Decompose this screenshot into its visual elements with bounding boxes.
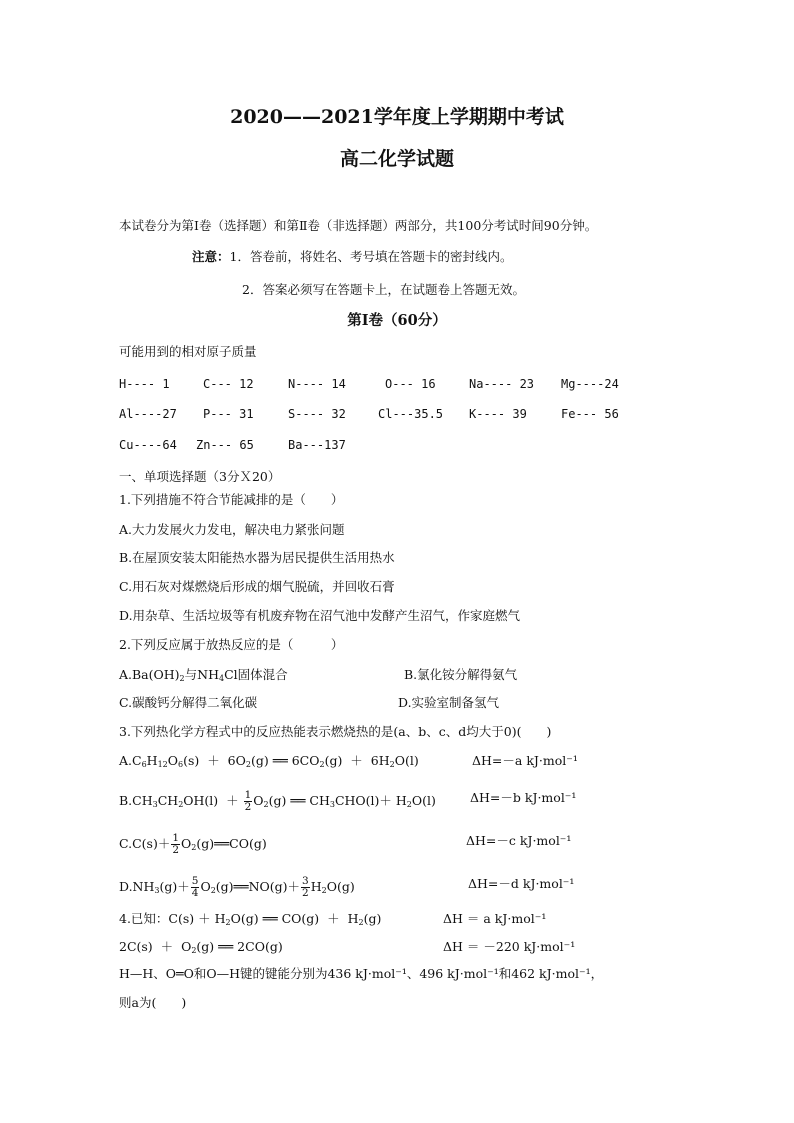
atomic-mass-item: N---- 14 — [288, 377, 346, 391]
question-1-option-b: B.在屋顶安装太阳能热水器为居民提供生活用热水 — [119, 550, 395, 565]
question-4-line-4: 则a为( ) — [119, 995, 187, 1010]
question-4-line-2: $2C(s) + O_2(g)$ ══ 2CO(g) — [119, 939, 283, 955]
atomic-mass-item: Cl---35.5 — [378, 407, 444, 421]
question-3-option-b: $B.CH_3CH_2OH(l)$ ＋ $\frac{1}{2}$ $O_2(g)$ ══ $CH_3CHO(l)+ H_2O(l)$ — [119, 789, 436, 813]
atomic-mass-item: S---- 32 — [288, 407, 346, 421]
question-3-dh-d: ΔH=－d kJ·mol⁻¹ — [468, 876, 575, 891]
atomic-mass-item: O--- 16 — [385, 377, 436, 391]
question-3-dh-b: ΔH=－b kJ·mol⁻¹ — [470, 790, 577, 805]
question-3-option-a: $A.C_6H_{12}O_6(s) + 6O_2(g)$ ══ $6CO_2(g) + 6H_2O(l)$ — [119, 753, 419, 769]
question-4-line-3: H—H、O═O和O—H键的键能分别为436 kJ·mol⁻¹、496 kJ·mol⁻¹和462 kJ·mol⁻¹， — [119, 966, 604, 981]
intro-text: 本试卷分为第Ⅰ卷（选择题）和第Ⅱ卷（非选择题）两部分，共100分考试时间90分钟。 — [119, 218, 598, 233]
question-3-option-c: C.C(s)＋ $\frac{1}{2}$ $O_2(g)══CO(g)$ — [119, 832, 267, 856]
atomic-mass-item: Fe--- 56 — [561, 407, 619, 421]
question-1-option-c: C.用石灰对煤燃烧后形成的烟气脱硫，并回收石膏 — [119, 579, 395, 594]
question-2-option-c: C.碳酸钙分解得二氧化碳 — [119, 695, 258, 710]
question-2-option-a: $A.Ba(OH)_2$与$NH_4Cl$固体混合 — [119, 667, 288, 683]
question-3-dh-a: ΔH=－a kJ·mol⁻¹ — [472, 753, 578, 768]
question-1-stem: 1.下列措施不符合节能减排的是（ ） — [119, 492, 344, 507]
atomic-mass-item: C--- 12 — [203, 377, 254, 391]
atomic-mass-item: Al----27 — [119, 407, 177, 421]
question-4-line-1: 4.已知：$C(s) + H_2O(g)$ ══ $CO(g) + H_2(g)$ — [119, 911, 382, 927]
notes-item-2: 2．答案必须写在答题卡上，在试题卷上答题无效。 — [242, 282, 525, 297]
notes-item-1: 1．答卷前，将姓名、考号填在答题卡的密封线内。 — [229, 249, 513, 264]
atomic-mass-item: Mg----24 — [561, 377, 619, 391]
question-2-option-d: D.实验室制备氢气 — [398, 695, 500, 710]
section-title: 第Ⅰ卷（60分） — [347, 312, 447, 329]
notes-line-1 — [192, 249, 512, 265]
atomic-mass-item: Na---- 23 — [469, 377, 535, 391]
question-2-option-b: B.氯化铵分解得氨气 — [404, 667, 518, 682]
question-4-dh-2: ΔH ＝ －220 kJ·mol⁻¹ — [443, 939, 576, 954]
question-3-dh-c: ΔH=－c kJ·mol⁻¹ — [466, 833, 572, 848]
atomic-mass-item: H---- 1 — [119, 377, 170, 391]
atomic-mass-item: Ba---137 — [288, 438, 346, 452]
question-3-stem: 3.下列热化学方程式中的反应热能表示燃烧热的是(a、b、c、d均大于0)( ) — [119, 724, 552, 739]
exam-title: 2020——2021学年度上学期期中考试 — [230, 106, 564, 128]
atomic-mass-item: Cu----64 — [119, 438, 177, 452]
question-3-option-d: $D.NH_3(g)+$ $\frac{5}{4}$ $O_2(g)══NO(g)+$ $\frac{3}{2}$ $H_2O(g)$ — [119, 875, 355, 899]
part-heading: 一、单项选择题（3分Ｘ20） — [119, 469, 281, 484]
atomic-mass-item: P--- 31 — [203, 407, 254, 421]
question-2-stem: 2.下列反应属于放热反应的是（ ） — [119, 637, 344, 652]
atomic-mass-title: 可能用到的相对原子质量 — [119, 344, 257, 359]
atomic-mass-item: K---- 39 — [469, 407, 527, 421]
notes-label: 注意： — [192, 249, 230, 264]
question-1-option-d: D.用杂草、生活垃圾等有机废弃物在沼气池中发酵产生沼气，作家庭燃气 — [119, 608, 521, 623]
question-4-dh-1: ΔH ＝ a kJ·mol⁻¹ — [443, 911, 547, 926]
atomic-mass-item: Zn--- 65 — [196, 438, 254, 452]
question-1-option-a: A.大力发展火力发电，解决电力紧张问题 — [119, 522, 345, 537]
exam-subtitle: 高二化学试题 — [339, 148, 454, 170]
